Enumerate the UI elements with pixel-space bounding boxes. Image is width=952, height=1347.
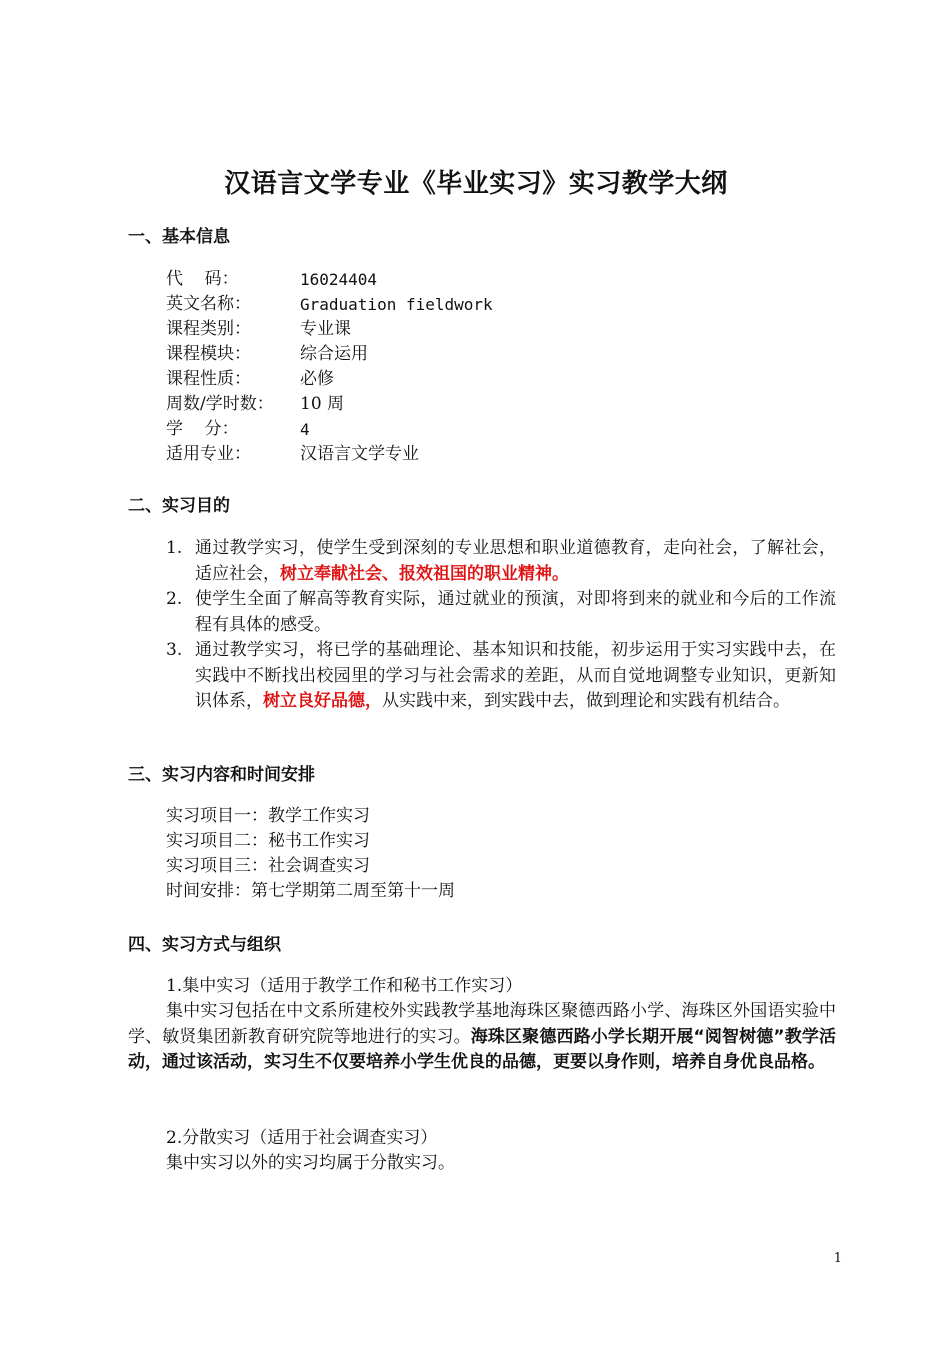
basic-info-list [166, 267, 493, 467]
info-label: 周数/学时数： [166, 394, 274, 414]
info-label: 课程性质： [166, 369, 251, 389]
info-value: 综合运用 [300, 344, 368, 364]
highlight-text: 树立良好品德， [263, 691, 382, 711]
section-heading-basic-info: 一、基本信息 [128, 227, 230, 247]
list-item-number: 3. [166, 640, 183, 660]
paragraph: 集中实习以外的实习均属于分散实习。 [166, 1153, 455, 1173]
info-value: 汉语言文学专业 [300, 444, 419, 464]
info-value: Graduation fieldwork [300, 295, 493, 314]
list-item [166, 638, 836, 715]
text-run: 通过教学实习，使学生受到深刻的专业思想和职业道德教育，走向社会，了解社会，适应社会， [195, 538, 836, 584]
info-value: 专业课 [300, 319, 351, 339]
info-value: 4 [300, 420, 310, 439]
info-label: 代 码： [166, 269, 239, 289]
info-row-code [166, 267, 493, 292]
section-heading-organization: 四、实习方式与组织 [128, 935, 281, 955]
highlight-text: 树立奉献社会、报效祖国的职业精神。 [280, 563, 569, 584]
text-run: 集中实习包括在中文系所建校外实践教学基地海珠区聚德西路小学、海珠区外国语实验中学、敏贤集团新教育研究院等地进行的实习。 [128, 1001, 836, 1047]
text-run: 从实践中来，到实践中去，做到理论和实践有机结合。 [382, 691, 790, 711]
list-item [166, 536, 836, 587]
info-value: 10 周 [300, 394, 345, 414]
list-item: 实习项目二：秘书工作实习 [166, 831, 370, 851]
info-label: 适用专业： [166, 444, 251, 464]
list-item-text: 使学生全面了解高等教育实际，通过就业的预演，对即将到来的就业和今后的工作流程有具体的感受。 [195, 589, 836, 635]
list-item [166, 587, 836, 638]
list-item-text [195, 536, 836, 587]
info-label: 课程模块： [166, 344, 251, 364]
page-number: 1 [833, 1251, 842, 1266]
paragraph-subtitle: 1.集中实习（适用于教学工作和秘书工作实习） [166, 976, 523, 996]
info-row-module [166, 342, 493, 367]
text-run: 通过教学实习，将已学的基础理论、基本知识和技能，初步运用于实习实践中去，在实践中不断找出校园里的学习与社会需求的差距，从而自觉地调整专业知识，更新知识体系， [195, 640, 836, 711]
list-item: 时间安排：第七学期第二周至第十一周 [166, 881, 455, 901]
info-row-english-name [166, 292, 493, 317]
info-label: 学 分： [166, 419, 239, 439]
info-row-nature [166, 367, 493, 392]
info-row-weeks [166, 392, 493, 417]
info-row-major [166, 442, 493, 467]
list-item-number: 2. [166, 589, 183, 609]
info-label: 英文名称： [166, 294, 251, 314]
bold-text: 海珠区聚德西路小学长期开展“阅智树德”教学活动，通过该活动，实习生不仅要培养小学生优良的品德，更要以身作则，培养自身优良品格。 [128, 1026, 836, 1072]
info-value: 必修 [300, 369, 334, 389]
info-label: 课程类别： [166, 319, 251, 339]
section-heading-purpose: 二、实习目的 [128, 496, 230, 516]
info-row-category [166, 317, 493, 342]
list-item-number: 1. [166, 538, 183, 558]
paragraph [128, 999, 836, 1076]
info-row-credits [166, 417, 493, 442]
document-title: 汉语言文学专业《毕业实习》实习教学大纲 [224, 169, 728, 199]
list-item: 实习项目一：教学工作实习 [166, 806, 370, 826]
info-value: 16024404 [300, 270, 378, 289]
list-item-text [195, 638, 836, 715]
schedule-list [166, 804, 455, 904]
list-item: 实习项目三：社会调查实习 [166, 856, 370, 876]
paragraph-subtitle: 2.分散实习（适用于社会调查实习） [166, 1128, 438, 1148]
section-heading-content-schedule: 三、实习内容和时间安排 [128, 765, 315, 785]
purpose-list [166, 536, 836, 715]
